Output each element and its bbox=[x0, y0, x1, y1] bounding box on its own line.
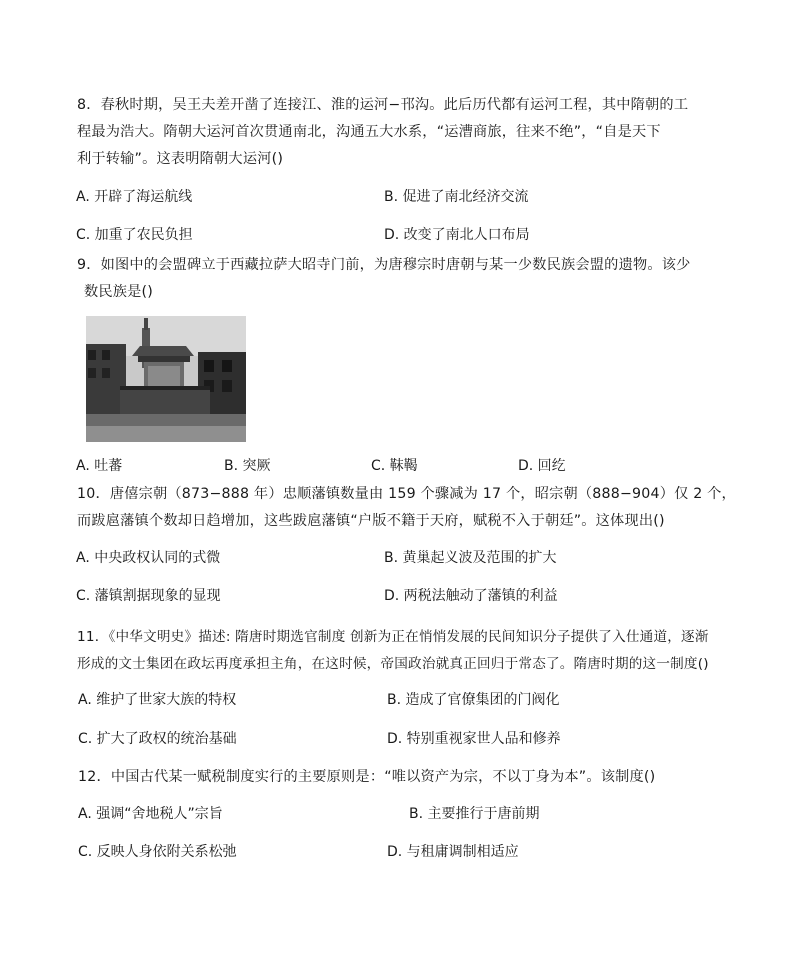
q12-option-c[interactable]: C. 反映人身依附关系松弛 bbox=[78, 844, 237, 860]
q10-option-a[interactable]: A. 中央政权认同的式微 bbox=[76, 550, 221, 566]
q9-option-d[interactable]: D. 回纥 bbox=[518, 458, 566, 474]
q9-stem-line-1: 9．如图中的会盟碑立于西藏拉萨大昭寺门前，为唐穆宗时唐朝与某一少数民族会盟的遗物。该少 bbox=[77, 257, 691, 273]
q11-option-b[interactable]: B. 造成了官僚集团的门阀化 bbox=[387, 692, 560, 708]
treaty-monument-illustration bbox=[86, 316, 246, 442]
treaty-monument-photo bbox=[86, 316, 246, 442]
q11-option-a[interactable]: A. 维护了世家大族的特权 bbox=[78, 692, 237, 708]
q11-stem-line-2: 形成的文士集团在政坛再度承担主角，在这时候，帝国政治就真正回归于常态了。隋唐时期的这一制度() bbox=[77, 656, 709, 672]
q11-option-c[interactable]: C. 扩大了政权的统治基础 bbox=[78, 731, 237, 747]
q8-option-a[interactable]: A. 开辟了海运航线 bbox=[76, 189, 193, 205]
q11-option-d[interactable]: D. 特别重视家世人品和修养 bbox=[387, 731, 561, 747]
q11-stem-line-1: 11．《中华文明史》描述: 隋唐时期选官制度 创新为正在悄悄发展的民间知识分子提供了入仕通道，逐渐 bbox=[77, 629, 709, 645]
q9-option-b[interactable]: B. 突厥 bbox=[224, 458, 271, 474]
q8-option-c[interactable]: C. 加重了农民负担 bbox=[76, 227, 193, 243]
q10-stem-line-1: 10．唐僖宗朝（873−888 年）忠顺藩镇数量由 159 个骤减为 17 个，昭宗朝（888−904）仅 2 个， bbox=[77, 486, 736, 502]
q12-stem-line-1: 12．中国古代某一赋税制度实行的主要原则是：“唯以资产为宗，不以丁身为本”。该制度() bbox=[78, 769, 656, 785]
q8-option-b[interactable]: B. 促进了南北经济交流 bbox=[384, 189, 529, 205]
q10-option-c[interactable]: C. 藩镇割据现象的显现 bbox=[76, 588, 221, 604]
q9-stem-line-2: 数民族是() bbox=[84, 284, 154, 300]
q9-option-c[interactable]: C. 靺鞨 bbox=[371, 458, 418, 474]
q8-stem-line-3: 利于转输”。这表明隋朝大运河() bbox=[77, 151, 284, 167]
q12-option-a[interactable]: A. 强调“舍地税人”宗旨 bbox=[78, 806, 223, 822]
q10-option-b[interactable]: B. 黄巢起义波及范围的扩大 bbox=[384, 550, 557, 566]
q12-option-b[interactable]: B. 主要推行于唐前期 bbox=[409, 806, 540, 822]
q9-option-a[interactable]: A. 吐蕃 bbox=[76, 458, 123, 474]
q10-stem-line-2: 而跋扈藩镇个数却日趋增加，这些跋扈藩镇“户版不籍于天府，赋税不入于朝廷”。这体现出() bbox=[77, 513, 665, 529]
q8-stem-line-1: 8．春秋时期，吴王夫差开凿了连接江、淮的运河−邗沟。此后历代都有运河工程，其中隋朝的工 bbox=[77, 97, 689, 113]
q8-option-d[interactable]: D. 改变了南北人口布局 bbox=[384, 227, 530, 243]
q10-option-d[interactable]: D. 两税法触动了藩镇的利益 bbox=[384, 588, 558, 604]
q12-option-d[interactable]: D. 与租庸调制相适应 bbox=[387, 844, 519, 860]
q8-stem-line-2: 程最为浩大。隋朝大运河首次贯通南北，沟通五大水系，“运漕商旅，往来不绝”，“自是天下 bbox=[77, 124, 661, 140]
